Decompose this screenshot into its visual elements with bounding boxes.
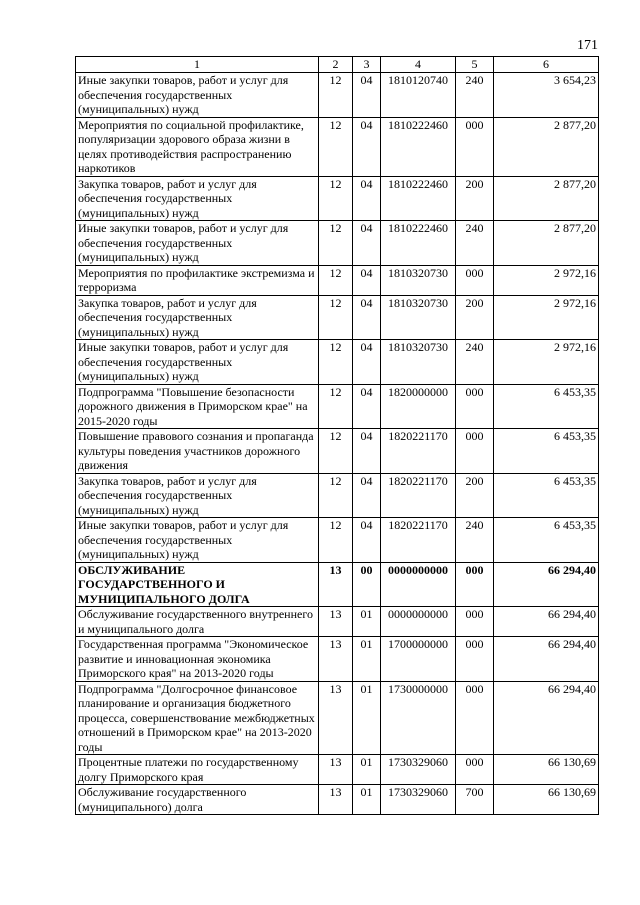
row-amount: 2 972,16	[494, 265, 599, 295]
row-description: Обслуживание государственного внутреннего и муниципального долга	[76, 607, 319, 637]
table-row	[76, 221, 599, 266]
row-expense-type: 000	[456, 117, 494, 176]
table-row	[76, 473, 599, 518]
row-amount: 66 130,69	[494, 785, 599, 815]
row-subsection: 04	[353, 295, 381, 340]
row-subsection: 01	[353, 785, 381, 815]
row-amount: 2 972,16	[494, 295, 599, 340]
header-row	[76, 57, 599, 73]
row-target-article: 1810222460	[381, 176, 456, 221]
table-row	[76, 518, 599, 563]
row-section: 13	[319, 562, 353, 607]
row-section: 12	[319, 429, 353, 474]
row-expense-type: 000	[456, 384, 494, 429]
row-section: 12	[319, 340, 353, 385]
header-cell-subsection: 3	[353, 57, 381, 73]
row-section: 12	[319, 473, 353, 518]
table-row	[76, 785, 599, 815]
table-row	[76, 340, 599, 385]
table-body	[76, 73, 599, 815]
table-row	[76, 73, 599, 118]
row-target-article: 1810120740	[381, 73, 456, 118]
row-expense-type: 000	[456, 607, 494, 637]
row-description: Мероприятия по социальной профилактике, популяризации здорового образа жизни в целях противодействия распространению наркотиков	[76, 117, 319, 176]
row-section: 12	[319, 384, 353, 429]
row-target-article: 1810320730	[381, 265, 456, 295]
row-section: 13	[319, 681, 353, 755]
row-subsection: 01	[353, 755, 381, 785]
row-target-article: 1820221170	[381, 429, 456, 474]
page-number: 171	[577, 38, 598, 53]
row-expense-type: 000	[456, 429, 494, 474]
row-target-article: 1810222460	[381, 221, 456, 266]
table-row	[76, 117, 599, 176]
row-target-article: 1810320730	[381, 340, 456, 385]
row-expense-type: 240	[456, 518, 494, 563]
row-target-article: 1730000000	[381, 681, 456, 755]
table-row	[76, 637, 599, 682]
row-subsection: 01	[353, 681, 381, 755]
row-subsection: 04	[353, 176, 381, 221]
table-row	[76, 429, 599, 474]
table-row	[76, 265, 599, 295]
row-section: 12	[319, 265, 353, 295]
row-amount: 66 294,40	[494, 637, 599, 682]
row-subsection: 04	[353, 73, 381, 118]
table-row	[76, 295, 599, 340]
row-target-article: 1810320730	[381, 295, 456, 340]
row-subsection: 04	[353, 117, 381, 176]
row-target-article: 1820221170	[381, 518, 456, 563]
row-subsection: 00	[353, 562, 381, 607]
row-description: Подпрограмма "Повышение безопасности дорожного движения в Приморском крае" на 2015-2020 годы	[76, 384, 319, 429]
row-amount: 6 453,35	[494, 473, 599, 518]
header-cell-section: 2	[319, 57, 353, 73]
row-amount: 66 294,40	[494, 681, 599, 755]
row-subsection: 04	[353, 473, 381, 518]
row-amount: 2 877,20	[494, 117, 599, 176]
row-subsection: 04	[353, 518, 381, 563]
row-target-article: 0000000000	[381, 562, 456, 607]
row-description: ОБСЛУЖИВАНИЕ ГОСУДАРСТВЕННОГО И МУНИЦИПАЛЬНОГО ДОЛГА	[76, 562, 319, 607]
row-target-article: 0000000000	[381, 607, 456, 637]
row-target-article: 1700000000	[381, 637, 456, 682]
table-row	[76, 681, 599, 755]
row-description: Повышение правового сознания и пропаганда культуры поведения участников дорожного движения	[76, 429, 319, 474]
row-expense-type: 240	[456, 340, 494, 385]
row-section: 12	[319, 295, 353, 340]
row-target-article: 1820000000	[381, 384, 456, 429]
header-cell-target-article: 4	[381, 57, 456, 73]
row-subsection: 04	[353, 429, 381, 474]
row-expense-type: 000	[456, 265, 494, 295]
row-expense-type: 200	[456, 176, 494, 221]
row-description: Мероприятия по профилактике экстремизма и терроризма	[76, 265, 319, 295]
header-cell-amount: 6	[494, 57, 599, 73]
row-section: 12	[319, 117, 353, 176]
row-section: 13	[319, 785, 353, 815]
row-amount: 2 877,20	[494, 176, 599, 221]
row-description: Закупка товаров, работ и услуг для обеспечения государственных (муниципальных) нужд	[76, 176, 319, 221]
row-description: Закупка товаров, работ и услуг для обеспечения государственных (муниципальных) нужд	[76, 295, 319, 340]
row-amount: 6 453,35	[494, 518, 599, 563]
row-subsection: 04	[353, 340, 381, 385]
row-section: 12	[319, 176, 353, 221]
row-amount: 6 453,35	[494, 384, 599, 429]
row-subsection: 01	[353, 607, 381, 637]
row-target-article: 1820221170	[381, 473, 456, 518]
row-expense-type: 240	[456, 73, 494, 118]
row-section: 13	[319, 755, 353, 785]
row-description: Иные закупки товаров, работ и услуг для обеспечения государственных (муниципальных) нужд	[76, 73, 319, 118]
row-expense-type: 700	[456, 785, 494, 815]
row-subsection: 04	[353, 265, 381, 295]
row-section: 12	[319, 221, 353, 266]
row-amount: 2 877,20	[494, 221, 599, 266]
row-section: 13	[319, 637, 353, 682]
table-row	[76, 176, 599, 221]
row-section: 13	[319, 607, 353, 637]
row-expense-type: 000	[456, 637, 494, 682]
row-description: Иные закупки товаров, работ и услуг для обеспечения государственных (муниципальных) нужд	[76, 340, 319, 385]
row-expense-type: 000	[456, 562, 494, 607]
header-cell-description: 1	[76, 57, 319, 73]
row-target-article: 1810222460	[381, 117, 456, 176]
row-section: 12	[319, 73, 353, 118]
row-expense-type: 000	[456, 755, 494, 785]
row-expense-type: 240	[456, 221, 494, 266]
row-amount: 66 294,40	[494, 607, 599, 637]
row-description: Процентные платежи по государственному долгу Приморского края	[76, 755, 319, 785]
row-description: Государственная программа "Экономическое развитие и инновационная экономика Приморского края" на 2013-2020 годы	[76, 637, 319, 682]
table-row	[76, 562, 599, 607]
row-target-article: 1730329060	[381, 755, 456, 785]
row-expense-type: 200	[456, 473, 494, 518]
row-expense-type: 200	[456, 295, 494, 340]
row-description: Обслуживание государственного (муниципального) долга	[76, 785, 319, 815]
table-row	[76, 607, 599, 637]
row-amount: 6 453,35	[494, 429, 599, 474]
row-section: 12	[319, 518, 353, 563]
budget-table	[75, 56, 599, 815]
row-amount: 3 654,23	[494, 73, 599, 118]
row-description: Подпрограмма "Долгосрочное финансовое планирование и организация бюджетного процесса, совершенствование межбюджетных отношений в Приморском крае" на 2013-2020 годы	[76, 681, 319, 755]
row-description: Иные закупки товаров, работ и услуг для обеспечения государственных (муниципальных) нужд	[76, 518, 319, 563]
row-amount: 66 130,69	[494, 755, 599, 785]
header-cell-expense-type: 5	[456, 57, 494, 73]
row-amount: 2 972,16	[494, 340, 599, 385]
table-row	[76, 384, 599, 429]
row-description: Закупка товаров, работ и услуг для обеспечения государственных (муниципальных) нужд	[76, 473, 319, 518]
row-expense-type: 000	[456, 681, 494, 755]
row-target-article: 1730329060	[381, 785, 456, 815]
table-row	[76, 755, 599, 785]
row-description: Иные закупки товаров, работ и услуг для обеспечения государственных (муниципальных) нужд	[76, 221, 319, 266]
row-amount: 66 294,40	[494, 562, 599, 607]
row-subsection: 01	[353, 637, 381, 682]
row-subsection: 04	[353, 384, 381, 429]
row-subsection: 04	[353, 221, 381, 266]
